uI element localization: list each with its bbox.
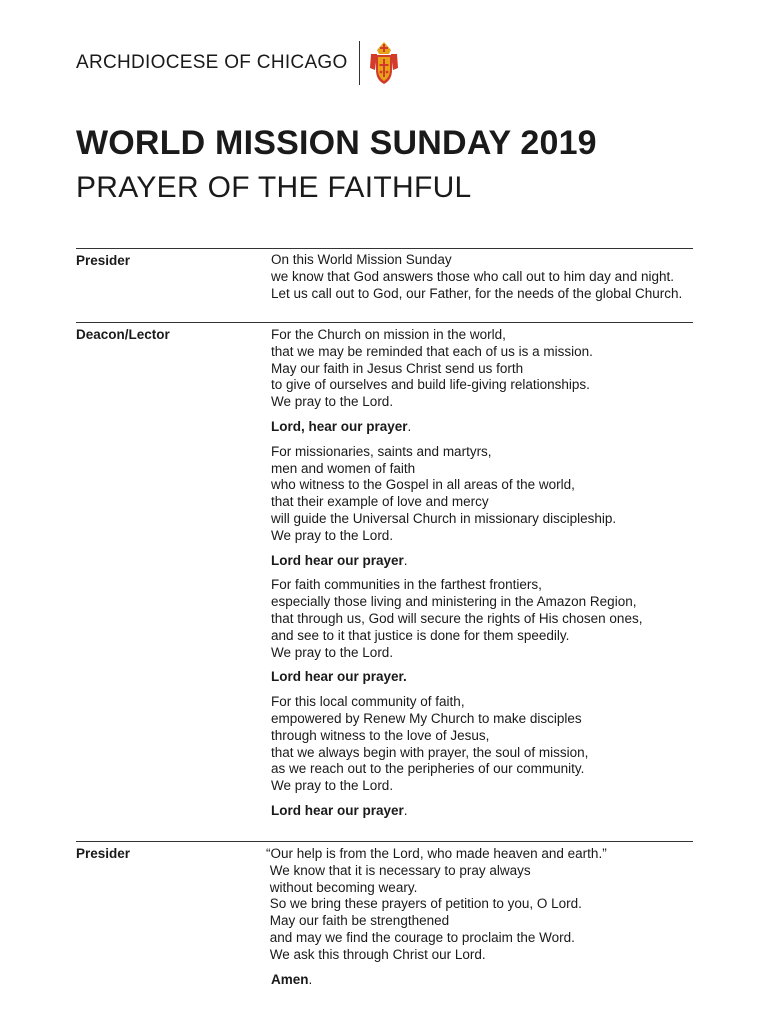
role-label: Deacon/Lector <box>76 327 170 342</box>
prayer-line: On this World Mission Sunday <box>271 252 452 267</box>
org-name: ARCHDIOCESE OF CHICAGO <box>76 52 348 73</box>
prayer-line: For faith communities in the farthest frontiers, <box>271 577 542 593</box>
stanza <box>271 327 701 436</box>
prayer-line: For the Church on mission in the world, <box>271 327 506 342</box>
prayer-line: to give of ourselves and build life-giving relationships. <box>271 377 590 393</box>
archdiocese-crest-icon <box>367 40 401 86</box>
role-label: Presider <box>76 846 131 861</box>
response-end: . <box>407 418 412 434</box>
stanza <box>271 252 701 302</box>
section-presider-closing <box>76 841 693 1002</box>
prayer-line: For missionaries, saints and martyrs, <box>271 443 492 459</box>
role-label: Presider <box>76 253 131 268</box>
prayer-line: we know that God answers those who call out to him day and night. <box>271 268 674 284</box>
prayer-line: We pray to the Lord. <box>271 644 394 660</box>
response-line <box>271 669 701 686</box>
response-end: . <box>308 971 313 987</box>
prayer-line: that we may be reminded that each of us is a mission. <box>271 343 593 359</box>
prayer-line: will guide the Universal Church in missionary discipleship. <box>271 510 617 526</box>
prayer-line: We know that it is necessary to pray always <box>266 862 531 878</box>
stanza <box>271 577 701 686</box>
prayer-line: We pray to the Lord. <box>271 527 394 543</box>
prayer-line: We ask this through Christ our Lord. <box>266 946 486 962</box>
prayer-line: who witness to the Gospel in all areas of the world, <box>271 477 575 493</box>
response-line <box>271 553 701 570</box>
response-text: Lord hear our prayer <box>271 552 404 568</box>
response-text: Lord hear our prayer. <box>271 669 407 685</box>
header <box>76 40 401 86</box>
response-line <box>271 419 701 436</box>
prayer-line: So we bring these prayers of petition to you, O Lord. <box>266 896 582 912</box>
prayer-line: through witness to the love of Jesus, <box>271 727 490 743</box>
section-body <box>271 327 701 828</box>
prayer-line: that their example of love and mercy <box>271 494 489 510</box>
prayer-line: “Our help is from the Lord, who made heaven and earth.” <box>266 846 607 861</box>
page-title: WORLD MISSION SUNDAY 2019 <box>76 124 597 162</box>
response-line <box>271 803 701 820</box>
section-body <box>266 846 696 996</box>
prayer-line: men and women of faith <box>271 460 416 476</box>
section-presider-opening <box>76 248 693 321</box>
section-body <box>271 252 701 302</box>
prayer-line: We pray to the Lord. <box>271 778 394 794</box>
prayer-line: empowered by Renew My Church to make disciples <box>271 710 582 726</box>
prayer-line: and may we find the courage to proclaim the Word. <box>266 929 575 945</box>
response-text: Amen <box>271 971 309 987</box>
prayer-line: We pray to the Lord. <box>271 394 394 410</box>
prayer-line: For this local community of faith, <box>271 694 465 710</box>
prayer-line: Let us call out to God, our Father, for the needs of the global Church. <box>271 285 683 301</box>
header-divider <box>359 41 360 85</box>
prayer-line: as we reach out to the peripheries of our community. <box>271 761 585 777</box>
response-text: Lord hear our prayer <box>271 802 404 818</box>
stanza <box>271 694 701 820</box>
response-text: Lord, hear our prayer <box>271 418 408 434</box>
prayer-line: that through us, God will secure the rights of His chosen ones, <box>271 610 643 626</box>
response-line <box>266 972 696 989</box>
section-deacon-lector <box>76 322 693 841</box>
stanza <box>266 846 696 988</box>
stanza <box>271 444 701 570</box>
prayer-line: May our faith be strengthened <box>266 913 450 929</box>
page-subtitle: PRAYER OF THE FAITHFUL <box>76 171 472 204</box>
prayer-line: and see to it that justice is done for them speedily. <box>271 627 570 643</box>
prayer-line: that we always begin with prayer, the soul of mission, <box>271 744 589 760</box>
prayer-line: without becoming weary. <box>266 879 418 895</box>
response-end: . <box>403 802 408 818</box>
prayer-line: May our faith in Jesus Christ send us forth <box>271 360 524 376</box>
prayer-line: especially those living and ministering in the Amazon Region, <box>271 594 637 610</box>
response-end: . <box>403 552 408 568</box>
